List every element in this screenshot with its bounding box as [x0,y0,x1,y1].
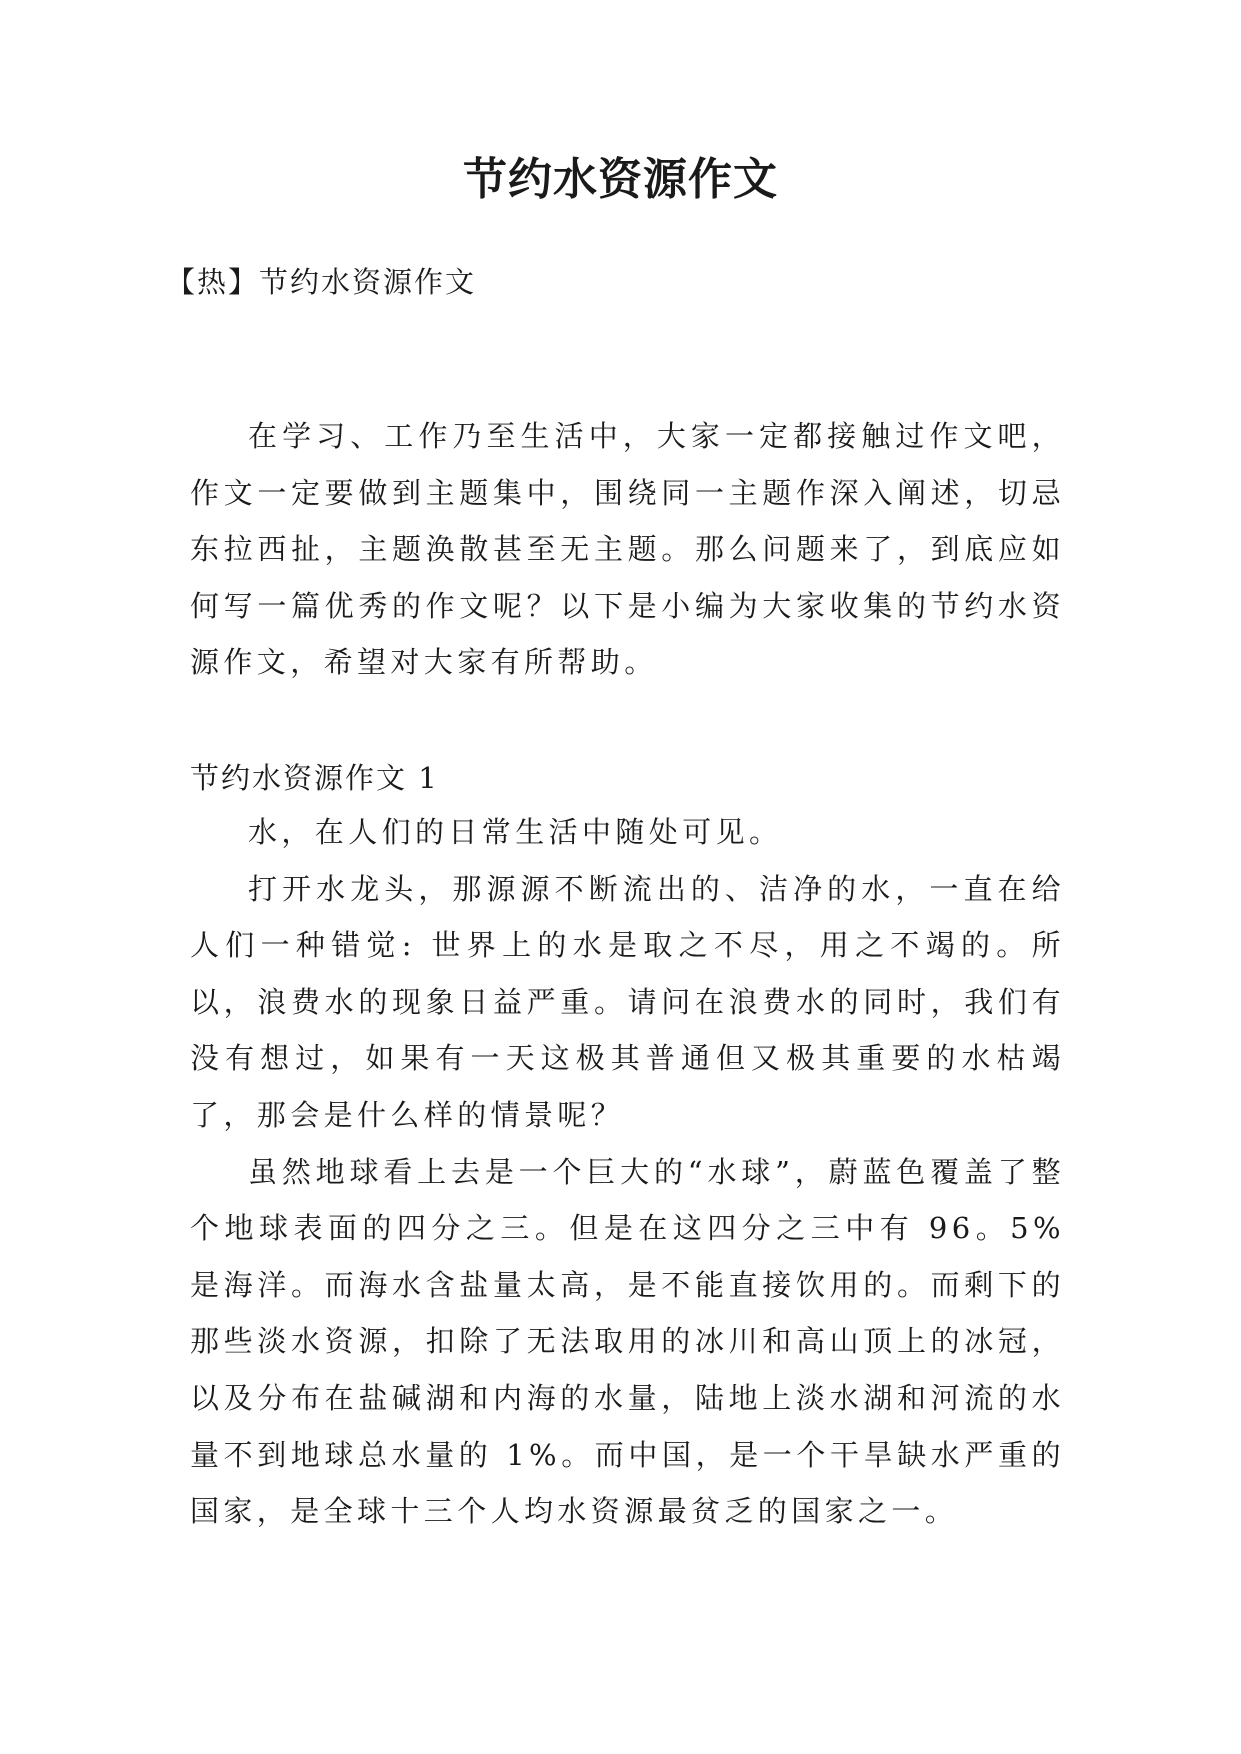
essay-paragraph-3: 虽然地球看上去是一个巨大的“水球”，蔚蓝色覆盖了整个地球表面的四分之三。但是在这四分之三中有 96。5%是海洋。而海水含盐量太高，是不能直接饮用的。而剩下的那些淡水资源，扣除了无法取用的冰川和高山顶上的冰冠，以及分布在盐碱湖和内海的水量，陆地上淡水湖和河流的水量不到地球总水量的 1%。而中国，是一个干旱缺水严重的国家，是全球十三个人均水资源最贫乏的国家之一。 [190,1154,1065,1529]
document-subtitle: 【热】节约水资源作文 [166,265,477,299]
section-heading: 节约水资源作文 1 [190,761,439,795]
essay-paragraph-1: 水，在人们的日常生活中随处可见。 [248,815,783,849]
intro-paragraph: 在学习、工作乃至生活中，大家一定都接触过作文吧，作文一定要做到主题集中，围绕同一主题作深入阐述，切忌东拉西扯，主题涣散甚至无主题。那么问题来了，到底应如何写一篇优秀的作文呢？以下是小编为大家收集的节约水资源作文，希望对大家有所帮助。 [190,419,1065,680]
intro-section [190,408,1065,691]
document-title: 节约水资源作文 [463,154,778,205]
essay-body [190,804,1065,1540]
essay-paragraph-2: 打开水龙头，那源源不断流出的、洁净的水，一直在给人们一种错觉: 世界上的水是取之不尽，用之不竭的。所以，浪费水的现象日益严重。请问在浪费水的同时，我们有没有想过，如果有一天这极其普通但又极其重要的水枯竭了，那会是什么样的情景呢？ [190,871,1065,1132]
